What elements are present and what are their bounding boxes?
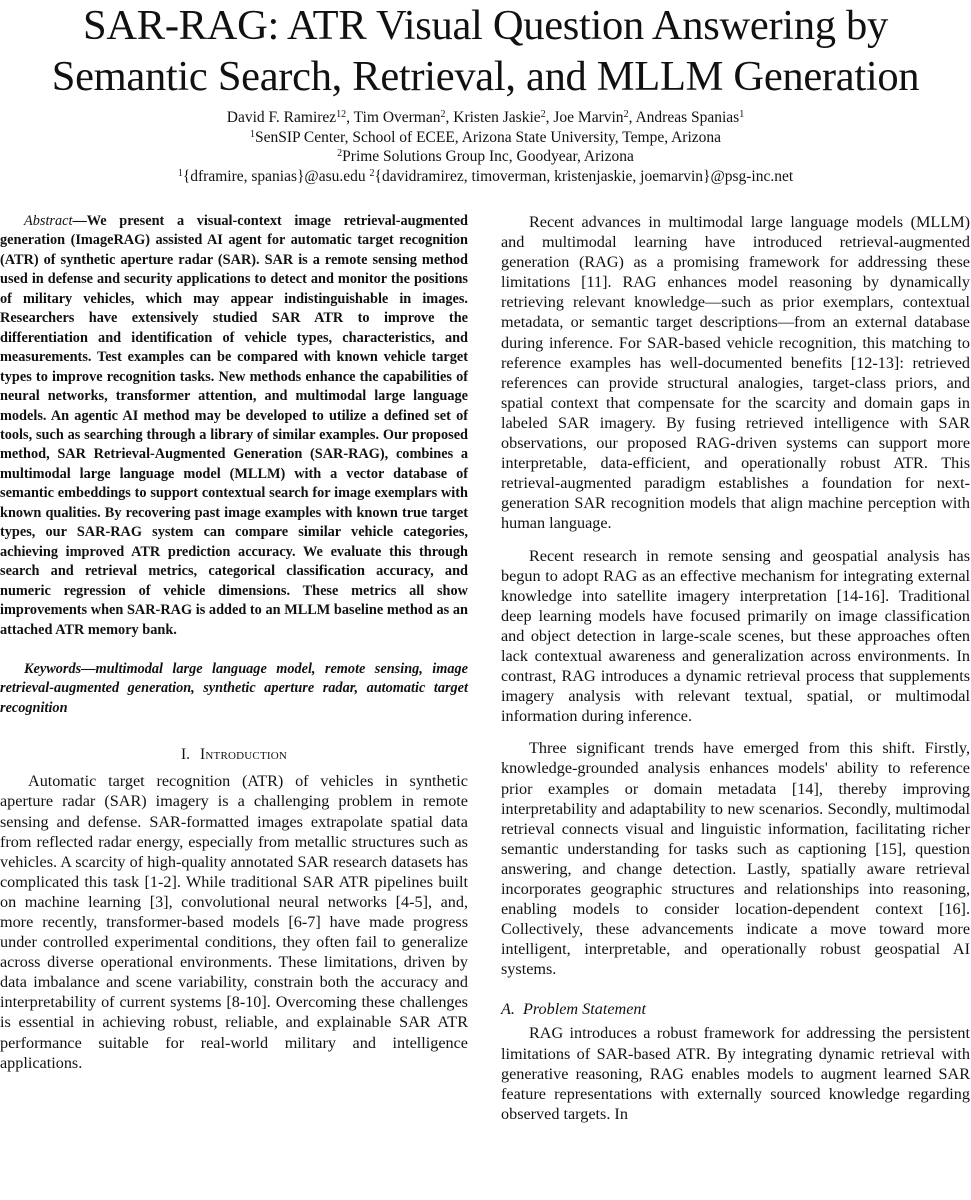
author-block [0, 108, 971, 186]
affiliation-mark: 2 [337, 148, 343, 159]
right-column [501, 212, 970, 1124]
subsection-heading-problem-statement [501, 999, 970, 1019]
paper-title-line-2: Semantic Search, Retrieval, and MLLM Generation [51, 53, 920, 100]
affiliation-2-text: Prime Solutions Group Inc, Goodyear, Arizona [342, 148, 634, 165]
affiliation-mark: 2 [369, 167, 375, 179]
paper-title [0, 0, 971, 102]
paper-title-line-1: SAR-RAG: ATR Visual Question Answering by [83, 2, 888, 49]
author-name: Andreas Spanias [635, 109, 740, 126]
author-separator: , [346, 109, 354, 126]
problem-statement-paragraph: RAG introduces a robust framework for addressing the persistent limitations of SAR-based ATR. By integrating dynamic retrieval with generative reasoning, RAG enables models to augment learned SAR feature representations with externally sourced knowledge regarding observed targets. In [501, 1024, 970, 1123]
affiliation-mark: 1 [177, 167, 183, 179]
section-heading-introduction [0, 745, 468, 765]
abstract-dash: — [72, 213, 87, 229]
affiliation-mark: 2 [623, 109, 629, 120]
abstract [0, 212, 468, 640]
paragraph-gap [501, 726, 970, 738]
abstract-lead: Abstract [24, 213, 73, 229]
author-separator: , [545, 109, 554, 126]
author-separator: , [628, 109, 636, 126]
affiliation-mark: 2 [440, 109, 446, 120]
author-name: Joe Marvin [553, 109, 624, 126]
author-name: Kristen Jaskie [453, 109, 541, 126]
affiliation-1-text: SenSIP Center, School of ECEE, Arizona State University, Tempe, Arizona [254, 128, 722, 146]
affiliation-mark: 12 [336, 109, 347, 120]
keywords: Keywords—multimodal large language model, remote sensing, image retrieval-augmented generation, synthetic aperture radar, automatic target recognition [0, 660, 468, 716]
subsection-letter: A. [501, 1000, 515, 1019]
intro-paragraph-1: Automatic target recognition (ATR) of vehicles in synthetic aperture radar (SAR) imagery is a challenging problem in remote sensing and defense. SAR-formatted images extrapolate spatial data from reflected radar energy, especially from metallic structures such as vehicles. A scarcity of high-quality annotated SAR research datasets has complicated this task [1-2]. While traditional SAR ATR pipelines built on machine learning [3], convolutional neural networks [4-5], and, more recently, transformer-based models [6-7] have made progress under controlled experimental conditions, they often fail to generalize across diverse operational environments. These limitations, driven by data imbalance and scene variability, constrain both the accuracy and interpretability of current systems [8-10]. Overcoming these challenges is essential in achieving robust, reliable, and explainable SAR ATR performance suitable for real-world military and intelligence applications. [0, 772, 468, 1072]
intro-paragraph-4: Three significant trends have emerged from this shift. Firstly, knowledge-grounded analysis enhances models' ability to reference prior examples or domain metadata [14], thereby improving interpretability and adaptability to new scenarios. Secondly, multimodal retrieval connects visual and linguistic information, facilitating richer semantic understanding for tasks such as captioning [15], question answering, and change detection. Lastly, spatially aware retrieval incorporates geographic structures and relationships into reasoning, enabling models to consider location-dependent context [16]. Collectively, these advancements indicate a move toward more intelligent, interpretable, and operationally robust geospatial AI systems. [501, 739, 970, 979]
affiliation-1 [0, 128, 971, 148]
subsection-title: Problem Statement [522, 1000, 646, 1019]
left-column [0, 212, 468, 1073]
intro-paragraph-3: Recent research in remote sensing and geospatial analysis has begun to adopt RAG as an effective mechanism for integrating external knowledge into satellite imagery interpretation [14-16]. Traditional deep learning models have focused primarily on image classification and object detection in large-scale scenes, but these approaches often lack contextual awareness and generalization across environments. In contrast, RAG introduces a dynamic retrieval process that supplements imagery analysis with relevant textual, spatial, or multimodal information during inference. [501, 546, 970, 726]
author-name: David F. Ramirez [226, 109, 337, 126]
intro-paragraph-2: Recent advances in multimodal large language models (MLLM) and multimodal learning have introduced retrieval-augmented generation (RAG) as a promising framework for addressing these limitations [11]. RAG enhances model reasoning by dynamically retrieving relevant knowledge—such as prior exemplars, contextual metadata, or semantic target descriptions—from an external database during inference. For SAR-based vehicle recognition, this matching to reference examples has well-documented benefits [12-13]: retrieved references can provide structural analogies, target-class priors, and spatial context that compensate for the scarcity and domain gaps in labeled SAR imagery. By fusing retrieved intelligence with SAR observations, our proposed RAG-driven systems can support more interpretable, data-efficient, and operationally robust ATR. This retrieval-augmented paradigm establishes a foundation for next-generation SAR recognition models that align machine perception with human language. [501, 213, 970, 533]
abstract-text: We present a visual-context image retrieval-augmented generation (ImageRAG) assisted AI agent for automatic target recognition (ATR) of synthetic aperture radar (SAR). SAR is a remote sensing method used in defense and security applications to detect and monitor the positions of military vehicles, which may appear indistinguishable in images. Researchers have extensively studied SAR ATR to improve the differentiation and identification of vehicle types, characteristics, and measurements. Test examples can be compared with known vehicle target types to improve recognition tasks. New methods enhance the capabilities of neural networks, transformer attention, and multimodal large language models. An agentic AI method may be developed to utilize a defined set of tools, such as searching through a library of similar examples. Our proposed method, SAR Retrieval-Augmented Generation (SAR-RAG), combines a multimodal large language model (MLLM) with a vector database of semantic embeddings to support contextual search for image exemplars with known qualities. By recovering past image examples with known true target types, our SAR-RAG system can compare similar vehicle categories, achieving improved ATR prediction accuracy. We evaluate this through search and retrieval metrics, categorical classification accuracy, and numeric regression of vehicle dimensions. These metrics all show improvements when SAR-RAG is added to an MLLM baseline method as an attached ATR memory bank. [0, 213, 468, 638]
affiliation-mark: 2 [540, 109, 546, 120]
affiliation-mark: 1 [249, 128, 255, 140]
section-title: Introduction [200, 746, 288, 764]
author-name: Tim Overman [353, 109, 441, 126]
email-line [0, 167, 971, 187]
author-names [0, 108, 971, 128]
author-separator: , [445, 109, 454, 126]
affiliation-2 [0, 147, 971, 167]
paragraph-gap [501, 534, 970, 546]
email-1[interactable]: {dframire, spanias}@asu.edu [182, 167, 366, 185]
section-number: I. [180, 746, 191, 764]
email-2[interactable]: {davidramirez, timoverman, kristenjaskie, joemarvin}@psg-inc.net [374, 167, 794, 185]
affiliation-mark: 1 [739, 109, 745, 120]
